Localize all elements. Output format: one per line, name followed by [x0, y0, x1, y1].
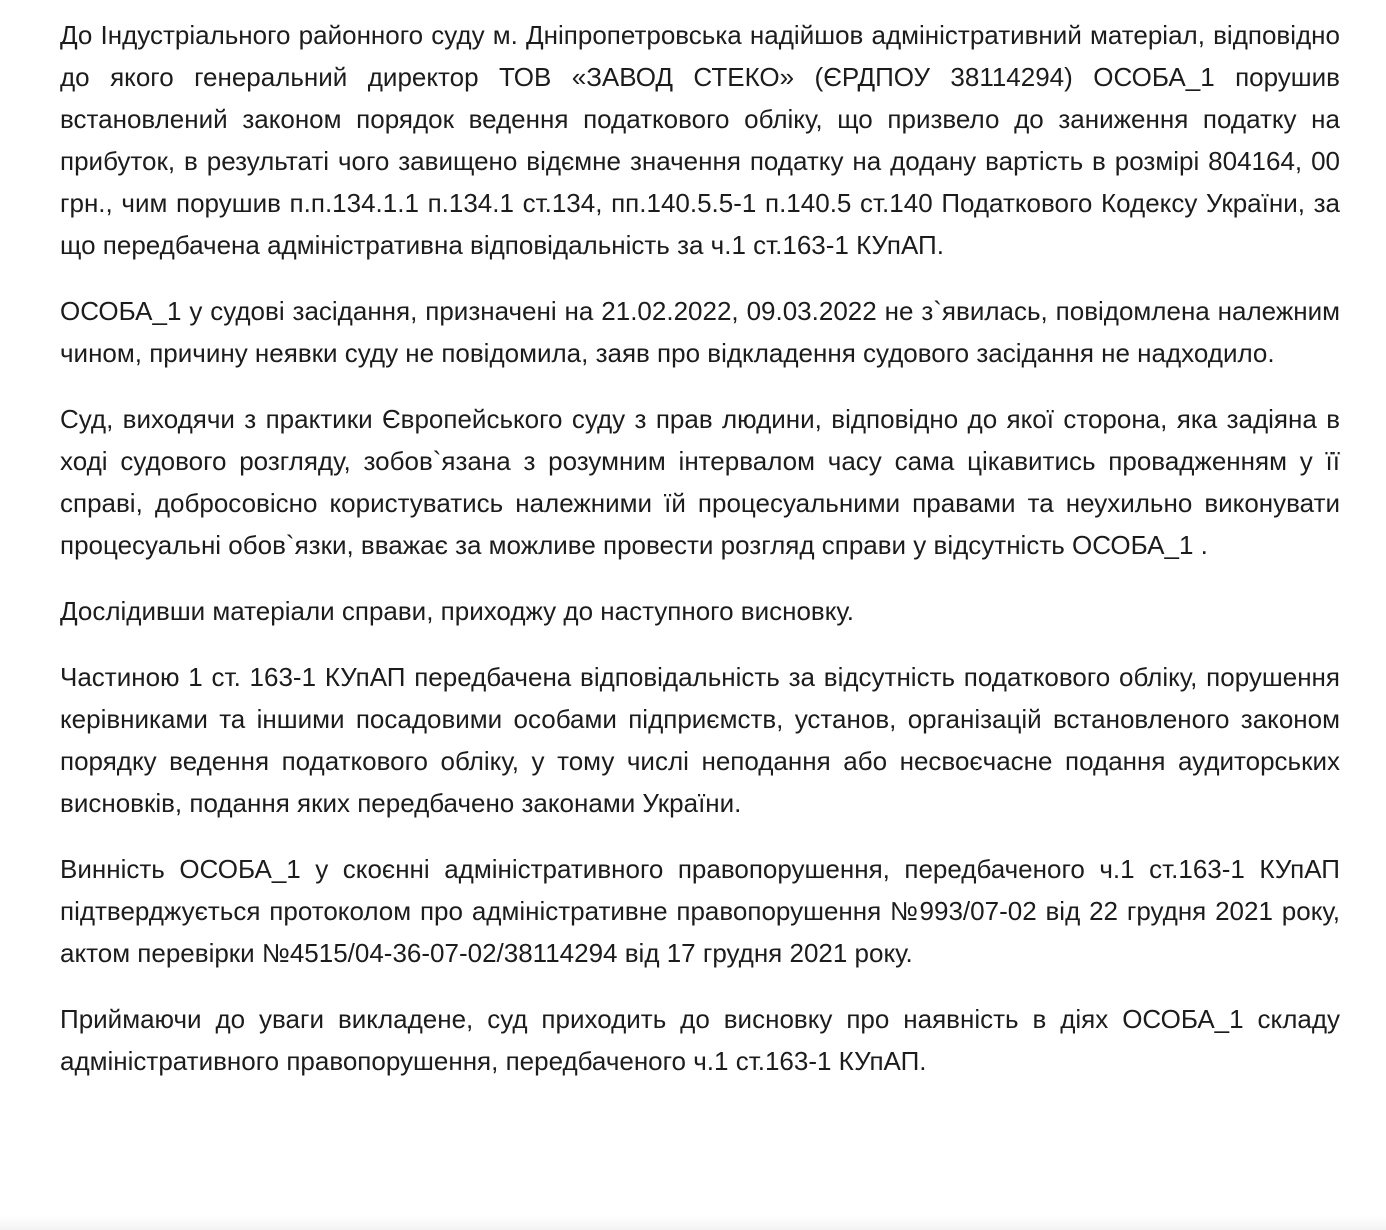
court-document-body — [60, 14, 1340, 1106]
paragraph-case-intro: До Індустріального районного суду м. Дніпропетровська надійшов адміністративний матеріал, відповідно до якого генеральний директор ТОВ «ЗАВОД СТЕКО» (ЄРДПОУ 38114294) ОСОБА_1 порушив встановлений законом порядок ведення податкового обліку, що призвело до заниження податку на прибуток, в результаті чого завищено відємне значення податку на додану вартість в розмірі 804164, 00 грн., чим порушив п.п.134.1.1 п.134.1 ст.134, пп.140.5.5-1 п.140.5 ст.140 Податкового Кодексу України, за що передбачена адміністративна відповідальність за ч.1 ст.163-1 КУпАП. — [60, 20, 1340, 260]
paragraph-conclusion: Приймаючи до уваги викладене, суд приходить до висновку про наявність в діях ОСОБА_1 складу адміністративного правопорушення, передбаченого ч.1 ст.163-1 КУпАП. — [60, 1004, 1340, 1076]
bottom-fade-divider — [0, 1216, 1386, 1230]
paragraph-echr-practice: Суд, виходячи з практики Європейського суду з прав людини, відповідно до якої сторона, яка задіяна в ході судового розгляду, зобов`язана з розумним інтервалом часу сама цікавитись провадженням у її справі, добросовісно користуватись належними їй процесуальними правами та неухильно виконувати процесуальні обов`язки, вважає за можливе провести розгляд справи у відсутність ОСОБА_1 . — [60, 404, 1340, 560]
paragraph-absence-notice: ОСОБА_1 у судові засідання, призначені на 21.02.2022, 09.03.2022 не з`явилась, повідомлена належним чином, причину неявки суду не повідомила, заяв про відкладення судового засідання не надходило. — [60, 296, 1340, 368]
paragraph-legal-basis: Частиною 1 ст. 163-1 КУпАП передбачена відповідальність за відсутність податкового обліку, порушення керівниками та іншими посадовими особами підприємств, установ, організацій встановленого законом порядку ведення податкового обліку, у тому числі неподання або несвоєчасне подання аудиторських висновків, подання яких передбачено законами України. — [60, 662, 1340, 818]
paragraph-evidence: Винність ОСОБА_1 у скоєнні адміністративного правопорушення, передбаченого ч.1 ст.163-1 КУпАП підтверджується протоколом про адміністративне правопорушення №993/07-02 від 22 грудня 2021 року, актом перевірки №4515/04-36-07-02/38114294 від 17 грудня 2021 року. — [60, 854, 1340, 968]
paragraph-examination: Дослідивши матеріали справи, приходжу до наступного висновку. — [60, 596, 855, 626]
